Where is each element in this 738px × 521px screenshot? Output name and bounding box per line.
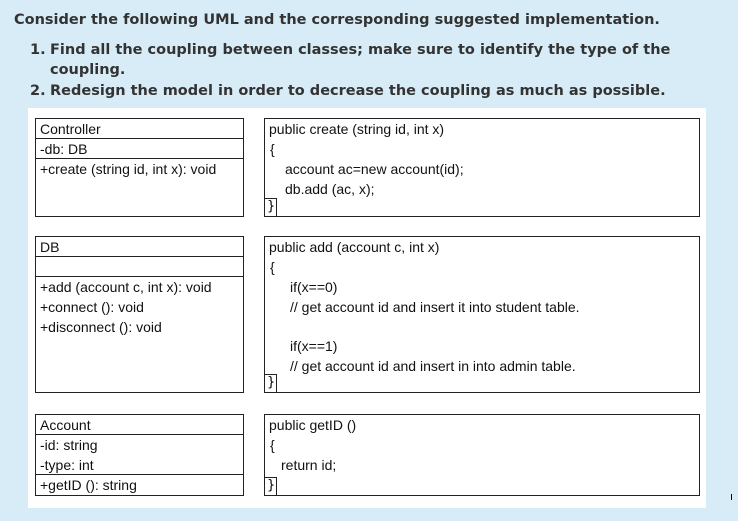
class-box-controller (35, 118, 244, 217)
class-method: +create (string id, int x): void (40, 161, 217, 177)
open-brace: { (270, 437, 275, 453)
class-attributes-row (36, 257, 243, 277)
class-attributes-row (36, 435, 243, 475)
close-brace: } (267, 199, 276, 214)
code-line: if(x==1) (290, 338, 338, 354)
method-signature: public add (account c, int x) (269, 239, 440, 255)
class-method: +disconnect (): void (40, 319, 162, 335)
task-number: 1. (30, 42, 46, 58)
code-box-add (264, 236, 700, 393)
diagram-panel (28, 108, 706, 508)
code-box-getid (264, 414, 700, 496)
class-method: +getID (): string (40, 477, 137, 493)
class-methods-row (36, 159, 243, 216)
class-attribute: -id: string (40, 437, 98, 453)
class-box-account (35, 414, 244, 496)
class-box-db (35, 236, 244, 393)
code-line: if(x==0) (290, 279, 338, 295)
task-text: Redesign the model in order to decrease the coupling as much as possible. (50, 83, 666, 99)
code-comment: // get account id and insert it into student table. (290, 299, 580, 315)
class-name-row (36, 237, 243, 257)
class-name: Controller (40, 121, 101, 137)
method-signature: public getID () (269, 417, 357, 433)
task-text: Find all the coupling between classes; make sure to identify the type of the coupling. (50, 42, 671, 78)
intro-text: Consider the following UML and the corresponding suggested implementation. (14, 12, 660, 28)
class-methods-row (36, 475, 243, 495)
class-method: +add (account c, int x): void (40, 279, 212, 295)
close-brace: } (267, 478, 276, 493)
class-name: Account (40, 417, 91, 433)
code-line: db.add (ac, x); (285, 181, 375, 197)
open-brace: { (270, 259, 275, 275)
edge-tick-mark (731, 494, 732, 500)
code-line: account ac=new account(id); (285, 161, 464, 177)
class-attribute: -db: DB (40, 141, 88, 157)
method-signature: public create (string id, int x) (269, 121, 445, 137)
class-name-row (36, 119, 243, 139)
class-attribute: -type: int (40, 457, 94, 473)
class-method: +connect (): void (40, 299, 144, 315)
close-brace: } (267, 375, 276, 390)
code-comment: // get account id and insert in into admin table. (290, 358, 576, 374)
class-name-row (36, 415, 243, 435)
task-number: 2. (30, 83, 46, 99)
class-methods-row (36, 277, 243, 392)
open-brace: { (270, 141, 275, 157)
code-line: return id; (281, 457, 337, 473)
task-item (30, 40, 720, 80)
class-attributes-row (36, 139, 243, 159)
task-item (30, 81, 720, 101)
class-name: DB (40, 239, 60, 255)
code-box-create (264, 118, 700, 217)
task-list (30, 40, 720, 102)
